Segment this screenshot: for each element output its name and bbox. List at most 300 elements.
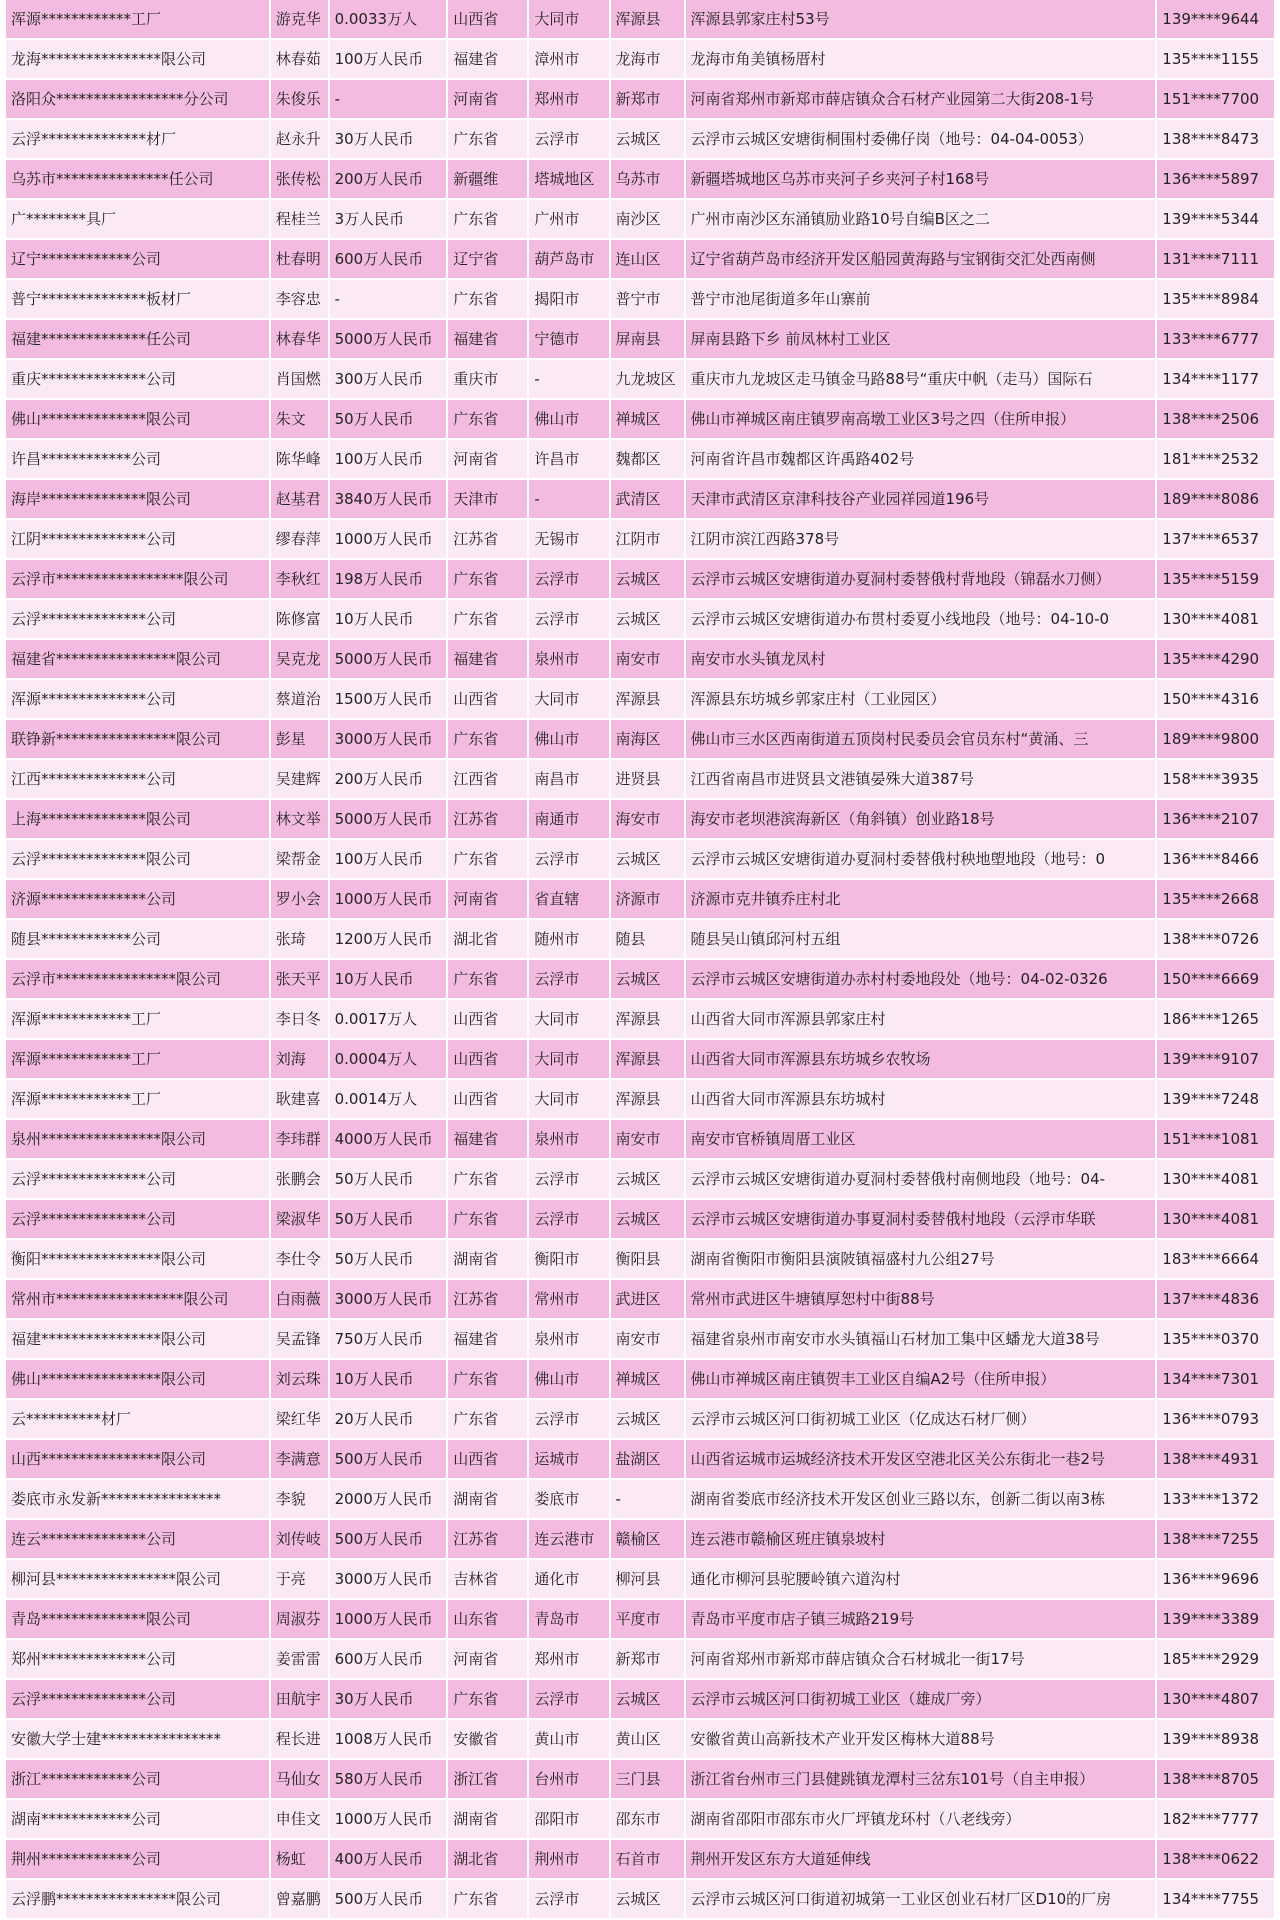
address-cell: 安徽省黄山高新技术产业开发区梅林大道88号: [686, 1720, 1156, 1760]
legal-person-cell: 刘海: [271, 1040, 328, 1080]
table-row: [6, 960, 1274, 1000]
table-row: [6, 160, 1274, 200]
table-row: [6, 1360, 1274, 1400]
city-cell: 泉州市: [529, 640, 608, 680]
legal-person-cell: 吴孟锋: [271, 1320, 328, 1360]
county-cell: 云城区: [611, 1680, 684, 1720]
county-cell: 云城区: [611, 600, 684, 640]
address-cell: 浙江省台州市三门县健跳镇龙潭村三岔东101号（自主申报）: [686, 1760, 1156, 1800]
legal-person-cell: 梁帮金: [271, 840, 328, 880]
legal-person-cell: 朱俊乐: [271, 80, 328, 120]
address-cell: 河南省郑州市新郑市薛店镇众合石材城北一街17号: [686, 1640, 1156, 1680]
table-row: [6, 1600, 1274, 1640]
legal-person-cell: 赵永升: [271, 120, 328, 160]
registered-capital-cell: 5000万人民币: [330, 320, 447, 360]
registered-capital-cell: 600万人民币: [330, 240, 447, 280]
phone-cell: 186****1265: [1157, 1000, 1274, 1040]
company-name-cell: 济源**************公司: [6, 880, 269, 920]
county-cell: 随县: [611, 920, 684, 960]
address-cell: 重庆市九龙坡区走马镇金马路88号“重庆中帆（走马）国际石: [686, 360, 1156, 400]
county-cell: 云城区: [611, 840, 684, 880]
county-cell: 乌苏市: [611, 160, 684, 200]
table-body: [6, 0, 1274, 1920]
county-cell: 云城区: [611, 960, 684, 1000]
legal-person-cell: 程桂兰: [271, 200, 328, 240]
company-name-cell: 浑源**************公司: [6, 680, 269, 720]
address-cell: 连云港市赣榆区班庄镇泉坡村: [686, 1520, 1156, 1560]
province-cell: 湖南省: [448, 1800, 527, 1840]
company-name-cell: 泉州****************限公司: [6, 1120, 269, 1160]
county-cell: 海安市: [611, 800, 684, 840]
province-cell: 山西省: [448, 1080, 527, 1120]
legal-person-cell: 林春华: [271, 320, 328, 360]
table-row: [6, 1320, 1274, 1360]
phone-cell: 137****4836: [1157, 1280, 1274, 1320]
city-cell: 佛山市: [529, 1360, 608, 1400]
company-name-cell: 衡阳****************限公司: [6, 1240, 269, 1280]
phone-cell: 138****7255: [1157, 1520, 1274, 1560]
table-row: [6, 1680, 1274, 1720]
phone-cell: 135****4290: [1157, 640, 1274, 680]
table-row: [6, 40, 1274, 80]
province-cell: 福建省: [448, 1320, 527, 1360]
company-name-cell: 青岛**************限公司: [6, 1600, 269, 1640]
county-cell: 进贤县: [611, 760, 684, 800]
province-cell: 江苏省: [448, 1520, 527, 1560]
company-name-cell: 随县************公司: [6, 920, 269, 960]
registered-capital-cell: 0.0033万人: [330, 0, 447, 40]
company-name-cell: 浙江************公司: [6, 1760, 269, 1800]
city-cell: 大同市: [529, 0, 608, 40]
province-cell: 河南省: [448, 80, 527, 120]
address-cell: 青岛市平度市店子镇三城路219号: [686, 1600, 1156, 1640]
legal-person-cell: 姜雷雷: [271, 1640, 328, 1680]
city-cell: 泉州市: [529, 1320, 608, 1360]
province-cell: 山西省: [448, 0, 527, 40]
address-cell: 云浮市云城区安塘街道办夏洞村委替俄村秧地塱地段（地号：0: [686, 840, 1156, 880]
province-cell: 广东省: [448, 600, 527, 640]
registered-capital-cell: 1200万人民币: [330, 920, 447, 960]
province-cell: 山西省: [448, 680, 527, 720]
city-cell: 连云港市: [529, 1520, 608, 1560]
registered-capital-cell: 4000万人民币: [330, 1120, 447, 1160]
county-cell: 南安市: [611, 1320, 684, 1360]
registered-capital-cell: 500万人民币: [330, 1880, 447, 1920]
county-cell: 屏南县: [611, 320, 684, 360]
city-cell: 葫芦岛市: [529, 240, 608, 280]
company-name-cell: 云浮鹏****************限公司: [6, 1880, 269, 1920]
table-row: [6, 1240, 1274, 1280]
legal-person-cell: 李仕令: [271, 1240, 328, 1280]
county-cell: 三门县: [611, 1760, 684, 1800]
company-name-cell: 云浮**************材厂: [6, 120, 269, 160]
phone-cell: 139****9644: [1157, 0, 1274, 40]
company-name-cell: 湖南************公司: [6, 1800, 269, 1840]
city-cell: 无锡市: [529, 520, 608, 560]
table-row: [6, 520, 1274, 560]
registered-capital-cell: 100万人民币: [330, 440, 447, 480]
province-cell: 湖北省: [448, 920, 527, 960]
city-cell: 荆州市: [529, 1840, 608, 1880]
county-cell: 南沙区: [611, 200, 684, 240]
registered-capital-cell: 3万人民币: [330, 200, 447, 240]
province-cell: 广东省: [448, 1880, 527, 1920]
legal-person-cell: 刘传岐: [271, 1520, 328, 1560]
province-cell: 广东省: [448, 1160, 527, 1200]
table-row: [6, 120, 1274, 160]
address-cell: 天津市武清区京津科技谷产业园祥园道196号: [686, 480, 1156, 520]
legal-person-cell: 耿建喜: [271, 1080, 328, 1120]
table-row: [6, 1640, 1274, 1680]
table-row: [6, 1040, 1274, 1080]
county-cell: 石首市: [611, 1840, 684, 1880]
province-cell: 山西省: [448, 1000, 527, 1040]
phone-cell: 189****8086: [1157, 480, 1274, 520]
table-row: [6, 480, 1274, 520]
company-name-cell: 荆州************公司: [6, 1840, 269, 1880]
registered-capital-cell: 2000万人民币: [330, 1480, 447, 1520]
province-cell: 江苏省: [448, 520, 527, 560]
company-name-cell: 福建****************限公司: [6, 1320, 269, 1360]
county-cell: 南安市: [611, 1120, 684, 1160]
county-cell: 云城区: [611, 1880, 684, 1920]
province-cell: 安徽省: [448, 1720, 527, 1760]
province-cell: 河南省: [448, 880, 527, 920]
phone-cell: 138****0726: [1157, 920, 1274, 960]
legal-person-cell: 林春茹: [271, 40, 328, 80]
city-cell: 云浮市: [529, 1160, 608, 1200]
address-cell: 云浮市云城区安塘街道办布贯村委夏小线地段（地号：04-10-0: [686, 600, 1156, 640]
registered-capital-cell: 580万人民币: [330, 1760, 447, 1800]
company-name-cell: 浑源************工厂: [6, 0, 269, 40]
legal-person-cell: 吴建辉: [271, 760, 328, 800]
address-cell: 随县吴山镇邱河村五组: [686, 920, 1156, 960]
address-cell: 佛山市三水区西南街道五顶岗村民委员会官员东村“黄涌、三: [686, 720, 1156, 760]
company-name-cell: 山西****************限公司: [6, 1440, 269, 1480]
legal-person-cell: 李秋红: [271, 560, 328, 600]
table-row: [6, 1440, 1274, 1480]
county-cell: 济源市: [611, 880, 684, 920]
county-cell: 魏都区: [611, 440, 684, 480]
registered-capital-cell: 1500万人民币: [330, 680, 447, 720]
province-cell: 江西省: [448, 760, 527, 800]
city-cell: -: [529, 480, 608, 520]
company-name-cell: 佛山**************限公司: [6, 400, 269, 440]
registered-capital-cell: 400万人民币: [330, 1840, 447, 1880]
table-row: [6, 1840, 1274, 1880]
address-cell: 屏南县路下乡 前凤林村工业区: [686, 320, 1156, 360]
county-cell: 武进区: [611, 1280, 684, 1320]
legal-person-cell: 白雨薇: [271, 1280, 328, 1320]
address-cell: 湖南省娄底市经济技术开发区创业三路以东，创新二街以南3栋: [686, 1480, 1156, 1520]
legal-person-cell: 刘云珠: [271, 1360, 328, 1400]
city-cell: 云浮市: [529, 1680, 608, 1720]
legal-person-cell: 梁红华: [271, 1400, 328, 1440]
table-row: [6, 1760, 1274, 1800]
phone-cell: 135****8984: [1157, 280, 1274, 320]
city-cell: 大同市: [529, 1080, 608, 1120]
county-cell: 黄山区: [611, 1720, 684, 1760]
phone-cell: 150****4316: [1157, 680, 1274, 720]
company-name-cell: 普宁**************板材厂: [6, 280, 269, 320]
registered-capital-cell: 5000万人民币: [330, 800, 447, 840]
county-cell: 新郑市: [611, 1640, 684, 1680]
company-name-cell: 联铮新****************限公司: [6, 720, 269, 760]
phone-cell: 189****9800: [1157, 720, 1274, 760]
city-cell: 随州市: [529, 920, 608, 960]
county-cell: 云城区: [611, 1200, 684, 1240]
company-name-cell: 洛阳众*****************分公司: [6, 80, 269, 120]
table-row: [6, 320, 1274, 360]
city-cell: 云浮市: [529, 960, 608, 1000]
address-cell: 云浮市云城区安塘街道办夏洞村委替俄村南侧地段（地号：04-: [686, 1160, 1156, 1200]
company-name-cell: 郑州**************公司: [6, 1640, 269, 1680]
county-cell: 浑源县: [611, 680, 684, 720]
company-name-cell: 广********具厂: [6, 200, 269, 240]
legal-person-cell: 游克华: [271, 0, 328, 40]
registered-capital-cell: 30万人民币: [330, 120, 447, 160]
county-cell: 九龙坡区: [611, 360, 684, 400]
address-cell: 常州市武进区牛塘镇厚恕村中街88号: [686, 1280, 1156, 1320]
address-cell: 海安市老坝港滨海新区（角斜镇）创业路18号: [686, 800, 1156, 840]
province-cell: 吉林省: [448, 1560, 527, 1600]
county-cell: 柳河县: [611, 1560, 684, 1600]
address-cell: 河南省郑州市新郑市薛店镇众合石材产业园第二大街208-1号: [686, 80, 1156, 120]
table-row: [6, 440, 1274, 480]
table-row: [6, 400, 1274, 440]
city-cell: 广州市: [529, 200, 608, 240]
address-cell: 山西省大同市浑源县郭家庄村: [686, 1000, 1156, 1040]
table-row: [6, 760, 1274, 800]
company-table: [4, 0, 1276, 1920]
legal-person-cell: 马仙女: [271, 1760, 328, 1800]
legal-person-cell: 申佳文: [271, 1800, 328, 1840]
city-cell: 大同市: [529, 680, 608, 720]
phone-cell: 151****7700: [1157, 80, 1274, 120]
phone-cell: 139****3389: [1157, 1600, 1274, 1640]
table-row: [6, 80, 1274, 120]
table-row: [6, 1080, 1274, 1120]
city-cell: 运城市: [529, 1440, 608, 1480]
table-row: [6, 720, 1274, 760]
phone-cell: 138****4931: [1157, 1440, 1274, 1480]
company-name-cell: 江阴**************公司: [6, 520, 269, 560]
city-cell: 邵阳市: [529, 1800, 608, 1840]
legal-person-cell: 梁淑华: [271, 1200, 328, 1240]
table-row: [6, 1160, 1274, 1200]
city-cell: 泉州市: [529, 1120, 608, 1160]
legal-person-cell: 张鹏会: [271, 1160, 328, 1200]
registered-capital-cell: 0.0014万人: [330, 1080, 447, 1120]
county-cell: 禅城区: [611, 400, 684, 440]
address-cell: 普宁市池尾街道多年山寨前: [686, 280, 1156, 320]
legal-person-cell: 杜春明: [271, 240, 328, 280]
address-cell: 通化市柳河县驼腰岭镇六道沟村: [686, 1560, 1156, 1600]
phone-cell: 130****4081: [1157, 1200, 1274, 1240]
county-cell: 新郑市: [611, 80, 684, 120]
table-row: [6, 1800, 1274, 1840]
table-row: [6, 240, 1274, 280]
phone-cell: 131****7111: [1157, 240, 1274, 280]
legal-person-cell: 李满意: [271, 1440, 328, 1480]
phone-cell: 139****9107: [1157, 1040, 1274, 1080]
phone-cell: 130****4081: [1157, 600, 1274, 640]
province-cell: 广东省: [448, 120, 527, 160]
company-name-cell: 海岸**************限公司: [6, 480, 269, 520]
city-cell: 通化市: [529, 1560, 608, 1600]
province-cell: 广东省: [448, 1400, 527, 1440]
province-cell: 福建省: [448, 320, 527, 360]
address-cell: 山西省大同市浑源县东坊城乡农牧场: [686, 1040, 1156, 1080]
registered-capital-cell: 50万人民币: [330, 1200, 447, 1240]
registered-capital-cell: 50万人民币: [330, 400, 447, 440]
city-cell: 大同市: [529, 1040, 608, 1080]
county-cell: 浑源县: [611, 1080, 684, 1120]
registered-capital-cell: 3840万人民币: [330, 480, 447, 520]
county-cell: 衡阳县: [611, 1240, 684, 1280]
city-cell: 云浮市: [529, 840, 608, 880]
registered-capital-cell: 0.0017万人: [330, 1000, 447, 1040]
city-cell: 塔城地区: [529, 160, 608, 200]
legal-person-cell: 张传松: [271, 160, 328, 200]
registered-capital-cell: 3000万人民币: [330, 720, 447, 760]
company-name-cell: 重庆**************公司: [6, 360, 269, 400]
registered-capital-cell: 600万人民币: [330, 1640, 447, 1680]
company-name-cell: 乌苏市***************任公司: [6, 160, 269, 200]
city-cell: 大同市: [529, 1000, 608, 1040]
phone-cell: 134****1177: [1157, 360, 1274, 400]
phone-cell: 136****8466: [1157, 840, 1274, 880]
province-cell: 江苏省: [448, 1280, 527, 1320]
table-row: [6, 360, 1274, 400]
company-name-cell: 云浮**************公司: [6, 600, 269, 640]
address-cell: 江西省南昌市进贤县文港镇晏殊大道387号: [686, 760, 1156, 800]
company-name-cell: 连云**************公司: [6, 1520, 269, 1560]
county-cell: 平度市: [611, 1600, 684, 1640]
phone-cell: 138****0622: [1157, 1840, 1274, 1880]
phone-cell: 150****6669: [1157, 960, 1274, 1000]
registered-capital-cell: 100万人民币: [330, 840, 447, 880]
legal-person-cell: 李日冬: [271, 1000, 328, 1040]
phone-cell: 135****1155: [1157, 40, 1274, 80]
province-cell: 广东省: [448, 960, 527, 1000]
province-cell: 江苏省: [448, 800, 527, 840]
county-cell: 连山区: [611, 240, 684, 280]
legal-person-cell: 林文举: [271, 800, 328, 840]
province-cell: 山西省: [448, 1040, 527, 1080]
table-row: [6, 1480, 1274, 1520]
county-cell: 赣榆区: [611, 1520, 684, 1560]
city-cell: 云浮市: [529, 1880, 608, 1920]
city-cell: 宁德市: [529, 320, 608, 360]
phone-cell: 134****7755: [1157, 1880, 1274, 1920]
city-cell: 衡阳市: [529, 1240, 608, 1280]
company-name-cell: 云浮**************公司: [6, 1160, 269, 1200]
legal-person-cell: 李容忠: [271, 280, 328, 320]
table-row: [6, 880, 1274, 920]
company-name-cell: 云浮**************公司: [6, 1200, 269, 1240]
phone-cell: 183****6664: [1157, 1240, 1274, 1280]
address-cell: 南安市水头镇龙凤村: [686, 640, 1156, 680]
province-cell: 广东省: [448, 1200, 527, 1240]
province-cell: 湖南省: [448, 1240, 527, 1280]
registered-capital-cell: 10万人民币: [330, 960, 447, 1000]
address-cell: 济源市克井镇乔庄村北: [686, 880, 1156, 920]
county-cell: 南安市: [611, 640, 684, 680]
table-row: [6, 840, 1274, 880]
company-name-cell: 福建省****************限公司: [6, 640, 269, 680]
legal-person-cell: 田航宇: [271, 1680, 328, 1720]
legal-person-cell: 朱文: [271, 400, 328, 440]
province-cell: 福建省: [448, 640, 527, 680]
phone-cell: 138****8705: [1157, 1760, 1274, 1800]
address-cell: 云浮市云城区安塘街道办夏洞村委替俄村背地段（锦磊水刀侧）: [686, 560, 1156, 600]
registered-capital-cell: 1000万人民币: [330, 520, 447, 560]
city-cell: 省直辖: [529, 880, 608, 920]
registered-capital-cell: 3000万人民币: [330, 1280, 447, 1320]
address-cell: 湖南省邵阳市邵东市火厂坪镇龙环村（八老线旁）: [686, 1800, 1156, 1840]
legal-person-cell: 肖国燃: [271, 360, 328, 400]
city-cell: 青岛市: [529, 1600, 608, 1640]
province-cell: 广东省: [448, 1680, 527, 1720]
city-cell: 娄底市: [529, 1480, 608, 1520]
legal-person-cell: 张天平: [271, 960, 328, 1000]
registered-capital-cell: 3000万人民币: [330, 1560, 447, 1600]
table-row: [6, 0, 1274, 40]
registered-capital-cell: 10万人民币: [330, 600, 447, 640]
legal-person-cell: 张琦: [271, 920, 328, 960]
province-cell: 广东省: [448, 840, 527, 880]
table-row: [6, 560, 1274, 600]
city-cell: 揭阳市: [529, 280, 608, 320]
company-name-cell: 云浮市*****************限公司: [6, 560, 269, 600]
table-row: [6, 640, 1274, 680]
registered-capital-cell: 0.0004万人: [330, 1040, 447, 1080]
phone-cell: 130****4807: [1157, 1680, 1274, 1720]
province-cell: 浙江省: [448, 1760, 527, 1800]
city-cell: 佛山市: [529, 720, 608, 760]
county-cell: 龙海市: [611, 40, 684, 80]
phone-cell: 158****3935: [1157, 760, 1274, 800]
province-cell: 广东省: [448, 400, 527, 440]
company-name-cell: 云浮**************公司: [6, 1680, 269, 1720]
phone-cell: 130****4081: [1157, 1160, 1274, 1200]
registered-capital-cell: 500万人民币: [330, 1520, 447, 1560]
province-cell: 山西省: [448, 1440, 527, 1480]
city-cell: 云浮市: [529, 1200, 608, 1240]
phone-cell: 135****0370: [1157, 1320, 1274, 1360]
province-cell: 湖南省: [448, 1480, 527, 1520]
table-row: [6, 1560, 1274, 1600]
city-cell: 南昌市: [529, 760, 608, 800]
county-cell: 浑源县: [611, 1040, 684, 1080]
city-cell: 台州市: [529, 1760, 608, 1800]
city-cell: 云浮市: [529, 560, 608, 600]
registered-capital-cell: 1000万人民币: [330, 1800, 447, 1840]
county-cell: 盐湖区: [611, 1440, 684, 1480]
table-row: [6, 1880, 1274, 1920]
phone-cell: 136****2107: [1157, 800, 1274, 840]
province-cell: 广东省: [448, 200, 527, 240]
company-name-cell: 云浮市****************限公司: [6, 960, 269, 1000]
registered-capital-cell: 50万人民币: [330, 1160, 447, 1200]
table-row: [6, 1400, 1274, 1440]
company-name-cell: 福建**************任公司: [6, 320, 269, 360]
address-cell: 云浮市云城区河口街初城工业区（雄成厂旁）: [686, 1680, 1156, 1720]
address-cell: 新疆塔城地区乌苏市夹河子乡夹河子村168号: [686, 160, 1156, 200]
registered-capital-cell: 300万人民币: [330, 360, 447, 400]
county-cell: 云城区: [611, 1160, 684, 1200]
